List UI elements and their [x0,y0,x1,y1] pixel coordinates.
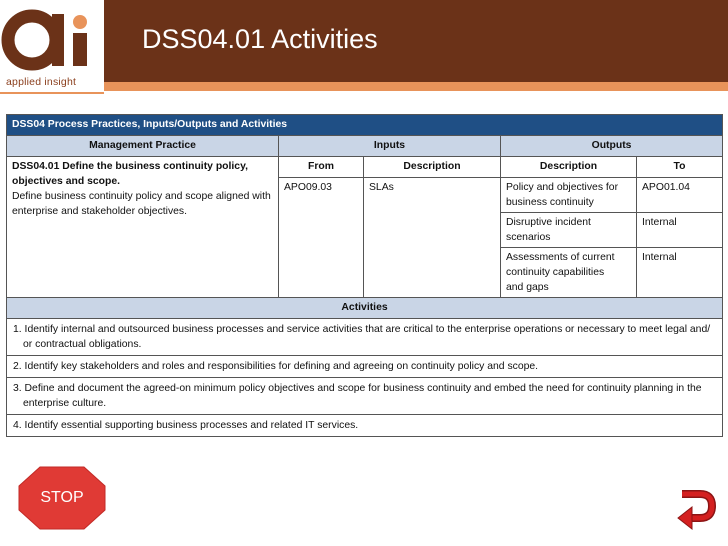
input-from: APO09.03 [279,178,364,298]
practice-title-line1: DSS04.01 Define the business continuity policy, [12,161,248,172]
logo-mark-icon [0,0,104,76]
output-line: scenarios [506,232,551,243]
activity-line: 3. Define and document the agreed-on minimum policy objectives and scope for business continuity and embed the need for continuity planning in the [13,383,702,394]
activity-row [7,378,723,415]
activity-line: 4. Identify essential supporting business processes and related IT services. [13,420,359,431]
logo-caption: applied insight [6,76,77,88]
activity-line: enterprise culture. [23,398,107,409]
output-to: Internal [637,213,723,248]
activity-line: 2. Identify key stakeholders and roles and responsibilities for defining and agreeing on continuity policy and scope. [13,361,539,372]
practice-desc-line2: enterprise and stakeholder objectives. [12,206,188,217]
output-line: continuity capabilities [506,267,605,278]
activities-header: Activities [7,298,723,319]
header-stripe [104,82,728,91]
subheader-to: To [637,157,723,178]
table-title: DSS04 Process Practices, Inputs/Outputs and Activities [7,115,723,136]
output-to: APO01.04 [637,178,723,213]
stop-label: STOP [40,489,84,506]
return-arrow-icon [676,488,716,532]
subheader-from: From [279,157,364,178]
activity-line: or contractual obligations. [23,339,142,350]
subheader-input-description: Description [364,157,501,178]
output-line: Policy and objectives for [506,182,619,193]
process-practices-table [6,114,723,437]
practice-cell [7,157,279,298]
header-outputs: Outputs [501,136,723,157]
output-line: and gaps [506,282,549,293]
header-management-practice: Management Practice [7,136,279,157]
activity-line: 1. Identify internal and outsourced business processes and service activities that are critical to the enterprise operations or necessary to meet legal and/ [13,324,711,335]
activity-row [7,319,723,356]
page-title: DSS04.01 Activities [142,24,378,54]
activity-row [7,356,723,378]
header-bar [104,0,728,82]
activity-row [7,415,723,437]
logo-divider [0,92,104,94]
practice-title-line2: objectives and scope. [12,176,120,187]
return-button[interactable] [676,488,716,532]
stop-button[interactable] [18,466,106,530]
output-line: Disruptive incident [506,217,591,228]
header-inputs: Inputs [279,136,501,157]
subheader-output-description: Description [501,157,637,178]
output-line: Assessments of current [506,252,615,263]
output-description [501,213,637,248]
output-line: business continuity [506,197,594,208]
output-to: Internal [637,248,723,298]
input-description: SLAs [364,178,501,298]
practice-desc-line1: Define business continuity policy and scope aligned with [12,191,271,202]
output-description [501,248,637,298]
applied-insight-logo [0,0,104,92]
output-description [501,178,637,213]
